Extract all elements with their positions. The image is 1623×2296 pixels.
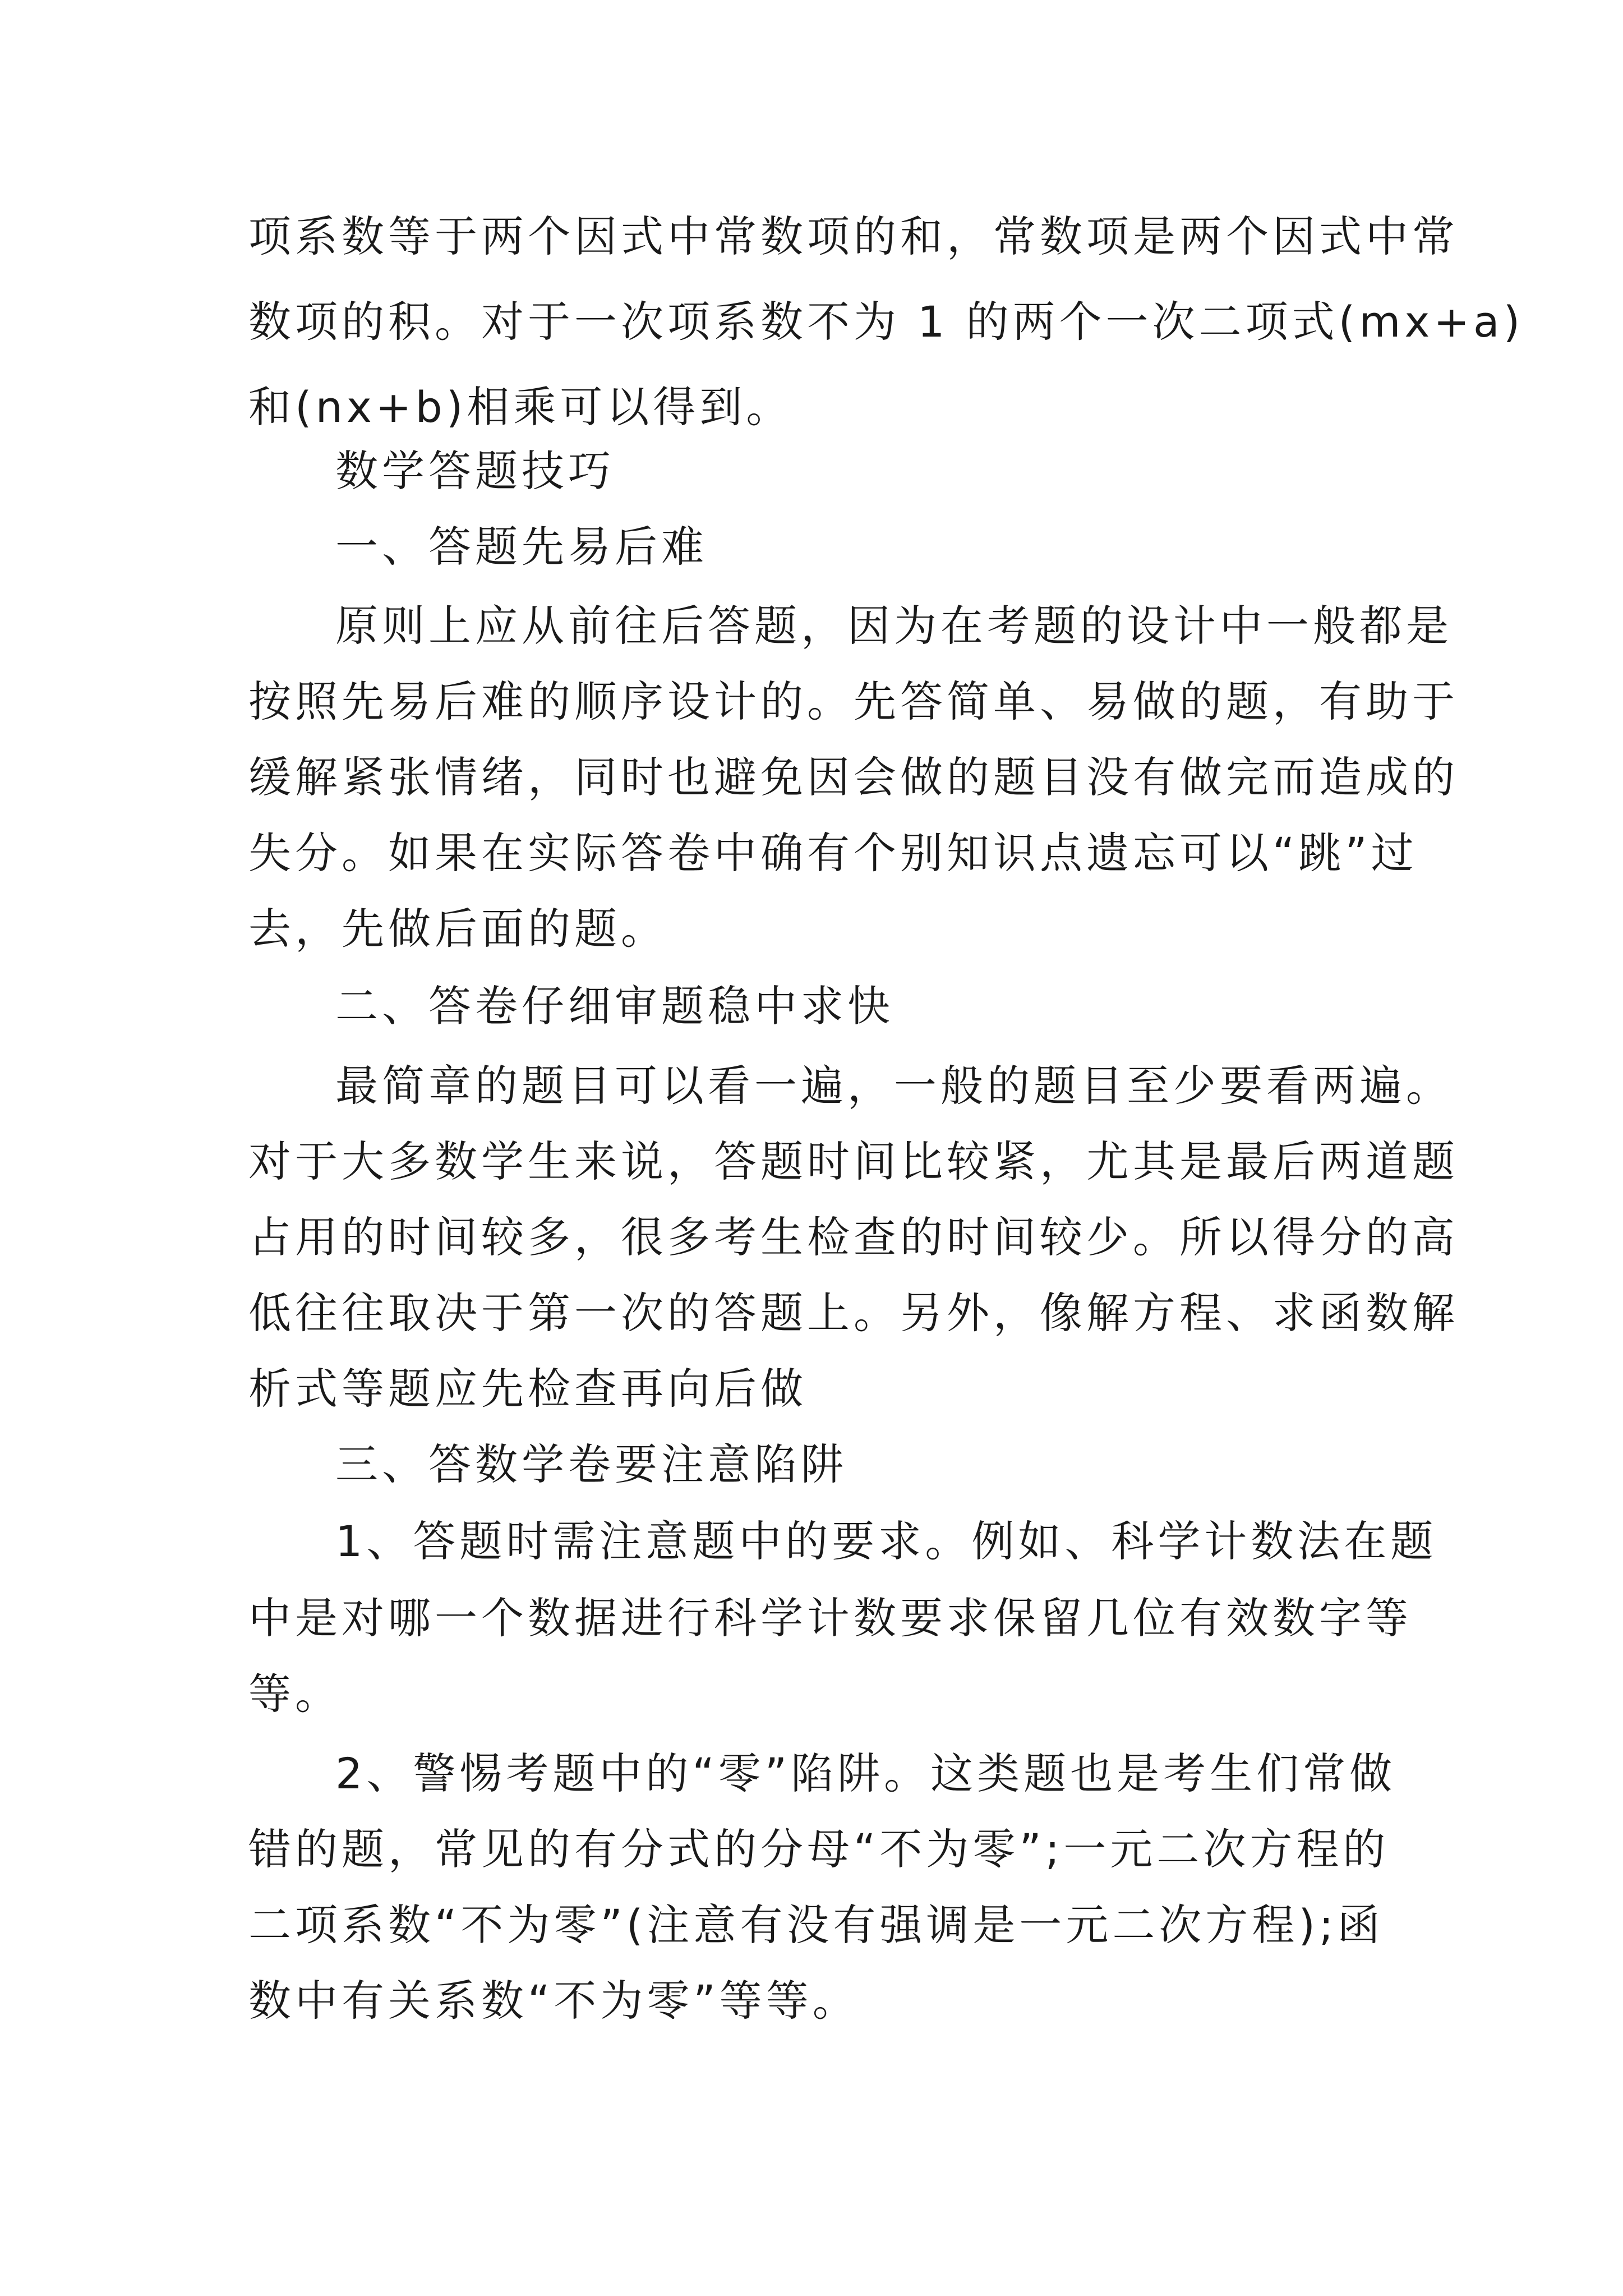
text-line-20: 等。	[248, 1669, 342, 1719]
text-line-13: 对于大多数学生来说，答题时间比较紧，尤其是最后两道题	[248, 1137, 1459, 1186]
text-line-12: 最简章的题目可以看一遍，一般的题目至少要看两遍。	[335, 1061, 1453, 1111]
heading-3: 三、答数学卷要注意陷阱	[335, 1439, 847, 1489]
text-line-19: 中是对哪一个数据进行科学计数要求保留几位有效数字等	[248, 1593, 1412, 1643]
text-line-22: 错的题，常见的有分式的分母“不为零”;一元二次方程的	[248, 1824, 1390, 1874]
heading-2: 二、答卷仔细审题稳中求快	[335, 981, 894, 1031]
text-line-23: 二项系数“不为零”(注意有没有强调是一元二次方程);函	[248, 1900, 1384, 1950]
text-line-6: 原则上应从前往后答题，因为在考题的设计中一般都是	[335, 601, 1453, 651]
text-line-9: 失分。如果在实际答卷中确有个别知识点遗忘可以“跳”过	[248, 828, 1418, 878]
text-line-15: 低往往取决于第一次的答题上。另外，像解方程、求函数解	[248, 1288, 1459, 1338]
text-line-14: 占用的时间较多，很多考生检查的时间较少。所以得分的高	[248, 1212, 1459, 1262]
text-line-18: 1、答题时需注意题中的要求。例如、科学计数法在题	[335, 1516, 1437, 1566]
text-line-7: 按照先易后难的顺序设计的。先答简单、易做的题，有助于	[248, 677, 1459, 726]
text-line-8: 缓解紧张情绪，同时也避免因会做的题目没有做完而造成的	[248, 752, 1459, 802]
text-line-21: 2、警惕考题中的“零”陷阱。这类题也是考生们常做	[335, 1749, 1396, 1798]
text-line-1: 项系数等于两个因式中常数项的和，常数项是两个因式中常	[248, 211, 1459, 261]
text-line-16: 析式等题应先检查再向后做	[248, 1364, 807, 1414]
section-title: 数学答题技巧	[335, 446, 615, 496]
text-line-2: 数项的积。对于一次项系数不为 1 的两个一次二项式(mx+a)	[248, 297, 1524, 347]
heading-1: 一、答题先易后难	[335, 522, 708, 572]
text-line-3: 和(nx+b)相乘可以得到。	[248, 382, 793, 432]
text-line-24: 数中有关系数“不为零”等等。	[248, 1976, 859, 2026]
text-line-10: 去，先做后面的题。	[248, 904, 667, 954]
